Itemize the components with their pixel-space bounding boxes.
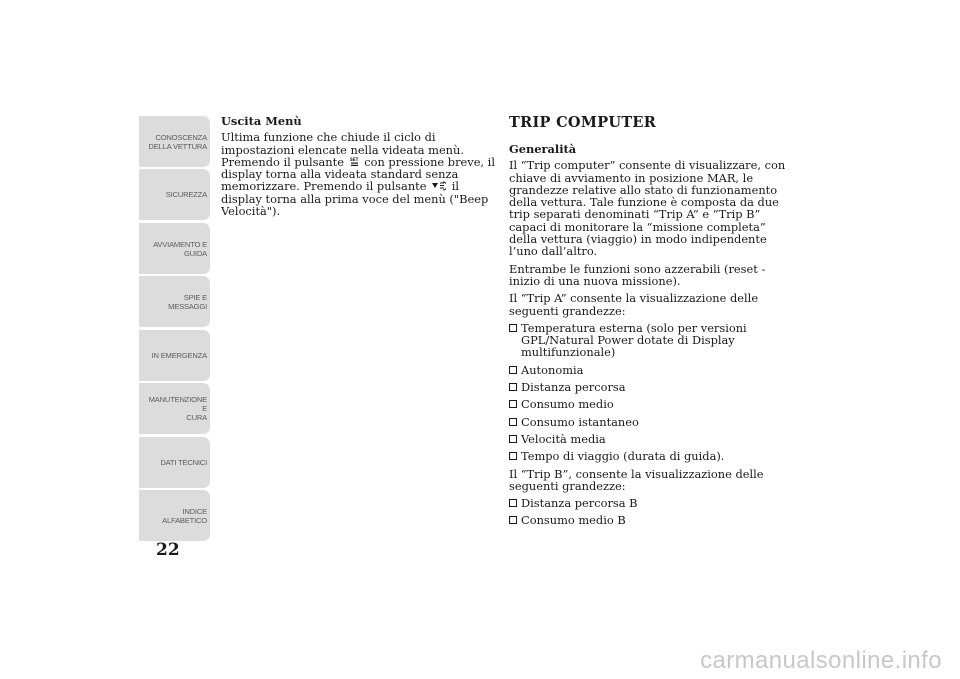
list-item: Consumo medio B bbox=[509, 514, 789, 526]
down-button-icon bbox=[432, 181, 446, 191]
menu-set-button-icon bbox=[350, 157, 359, 167]
section-heading-uscita-menu: Uscita Menù bbox=[221, 114, 302, 128]
list-item: Autonomia bbox=[509, 364, 789, 376]
checkbox-bullet-icon bbox=[509, 499, 517, 507]
list-item: Consumo medio bbox=[509, 398, 789, 410]
list-item: Distanza percorsa B bbox=[509, 497, 789, 509]
tab-manutenzione-e-cura[interactable]: MANUTENZIONE E CURA bbox=[139, 383, 210, 435]
trip-a-list bbox=[509, 322, 789, 463]
paragraph-1: Il “Trip computer” consente di visualizzare, con chiave di avviamento in posizione MAR, le grandezze relative allo stato di funzionamento della vettura. Tale funzione è composta da due trip separati denominati “Trip A” e “Trip B” capaci di monitorare la “missione completa” della vettura (viaggio) in modo indipendente l’uno dall’altro. bbox=[509, 158, 786, 259]
list-item: Temperatura esterna (solo per versioni GPL/Natural Power dotate di Display multifunzionale) bbox=[509, 322, 789, 359]
section-title-trip-computer: TRIP COMPUTER bbox=[509, 114, 657, 131]
tab-conoscenza-della-vettura[interactable]: CONOSCENZA DELLA VETTURA bbox=[139, 116, 210, 168]
tab-dati-tecnici[interactable]: DATI TECNICI bbox=[139, 437, 210, 489]
paragraph-4: Il “Trip B”, consente la visualizzazione delle seguenti grandezze: bbox=[509, 466, 764, 493]
checkbox-bullet-icon bbox=[509, 366, 517, 374]
trip-b-list bbox=[509, 497, 789, 527]
paragraph-3: Il “Trip A” consente la visualizzazione delle seguenti grandezze: bbox=[509, 291, 759, 318]
watermark: carmanualsonline.info bbox=[700, 647, 942, 674]
tab-indice-alfabetico[interactable]: INDICE ALFABETICO bbox=[139, 490, 210, 542]
tab-avviamento-e-guida[interactable]: AVVIAMENTO E GUIDA bbox=[139, 223, 210, 275]
checkbox-bullet-icon bbox=[509, 383, 517, 391]
list-item: Consumo istantaneo bbox=[509, 416, 789, 428]
paragraph-text-a: Ultima funzione che chiude il ciclo di impostazioni elencate nella videata menù. Premendo il pulsante bbox=[221, 130, 464, 169]
page-number: 22 bbox=[156, 540, 180, 560]
checkbox-bullet-icon bbox=[509, 516, 517, 524]
svg-text:SET: SET bbox=[349, 156, 358, 162]
tab-sicurezza[interactable]: SICUREZZA bbox=[139, 169, 210, 221]
checkbox-bullet-icon bbox=[509, 435, 517, 443]
paragraph-text-b: con pressione breve, il display torna alla videata standard senza memorizzare. Premendo il pulsante bbox=[221, 154, 495, 194]
right-column bbox=[509, 115, 789, 532]
paragraph-2: Entrambe le funzioni sono azzerabili (reset - inizio di una nuova missione). bbox=[509, 261, 766, 288]
left-column bbox=[221, 115, 496, 222]
checkbox-bullet-icon bbox=[509, 400, 517, 408]
paragraph-text-c: il display torna alla prima voce del menù ("Beep Velocità"). bbox=[221, 179, 489, 219]
checkbox-bullet-icon bbox=[509, 452, 517, 460]
list-item: Distanza percorsa bbox=[509, 381, 789, 393]
checkbox-bullet-icon bbox=[509, 418, 517, 426]
checkbox-bullet-icon bbox=[509, 324, 517, 332]
uscita-menu-paragraph bbox=[221, 131, 496, 217]
list-item: Tempo di viaggio (durata di guida). bbox=[509, 450, 789, 462]
tab-spie-e-messaggi[interactable]: SPIE E MESSAGGI bbox=[139, 276, 210, 328]
tab-in-emergenza[interactable]: IN EMERGENZA bbox=[139, 330, 210, 382]
list-item: Velocità media bbox=[509, 433, 789, 445]
subheading-generalita: Generalità bbox=[509, 142, 577, 156]
